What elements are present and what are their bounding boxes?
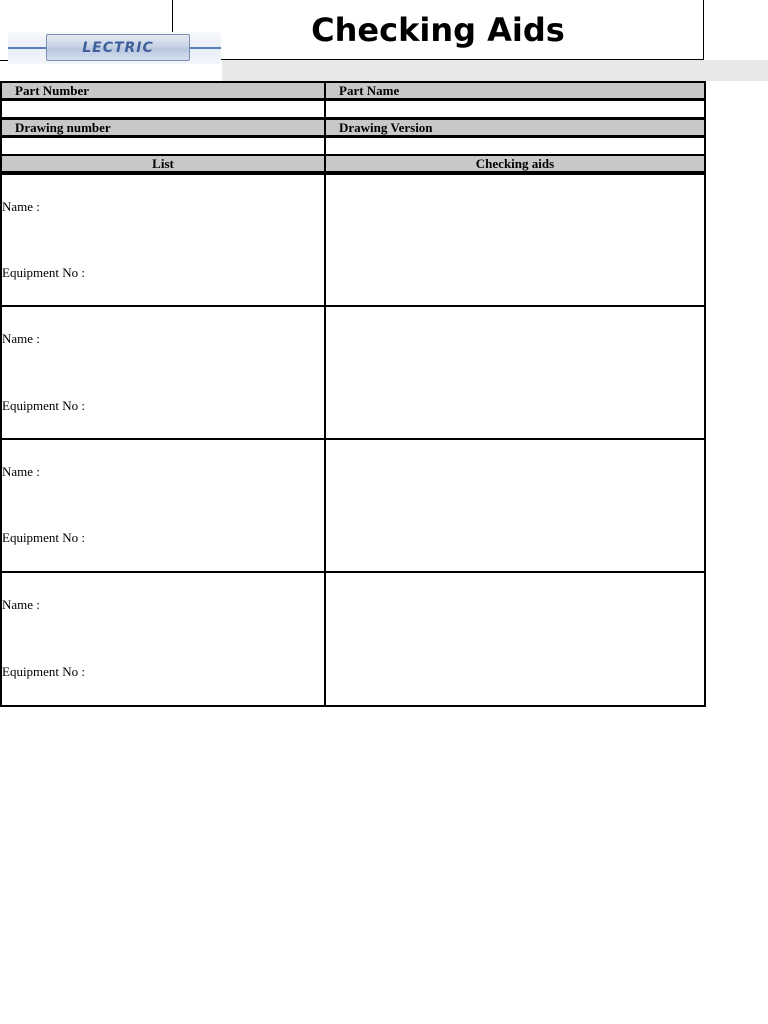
equipment-no-label: Equipment No : xyxy=(2,265,86,280)
table-row xyxy=(0,173,706,307)
company-logo xyxy=(8,32,221,64)
part-name-field[interactable] xyxy=(324,100,706,118)
list-cell[interactable] xyxy=(0,438,326,573)
drawing-number-field[interactable] xyxy=(0,137,326,155)
logo-text: LECTRIC xyxy=(82,40,154,56)
equipment-no-label: Equipment No : xyxy=(2,398,86,413)
drawing-values-row xyxy=(0,137,706,155)
list-cell[interactable] xyxy=(0,571,326,707)
checking-aid-cell[interactable] xyxy=(324,571,706,707)
table-row xyxy=(0,438,706,573)
drawing-number-label: Drawing number xyxy=(0,118,326,137)
name-label: Name : xyxy=(2,464,40,479)
header-band xyxy=(222,60,768,81)
list-header: List xyxy=(0,154,326,173)
checking-aid-cell[interactable] xyxy=(324,305,706,440)
table-row xyxy=(0,305,706,440)
part-values-row xyxy=(0,100,706,118)
logo-line-right xyxy=(190,47,221,49)
document-title: Checking Aids xyxy=(311,11,565,49)
drawing-version-field[interactable] xyxy=(324,137,706,155)
drawing-version-label: Drawing Version xyxy=(324,118,706,137)
table-row xyxy=(0,571,706,707)
part-number-label: Part Number xyxy=(0,81,326,100)
checking-aid-cell[interactable] xyxy=(324,438,706,573)
name-label: Name : xyxy=(2,597,40,612)
checking-aid-cell[interactable] xyxy=(324,173,706,307)
logo-line-left xyxy=(8,47,46,49)
table-header-row xyxy=(0,154,706,173)
equipment-no-label: Equipment No : xyxy=(2,530,86,545)
name-label: Name : xyxy=(2,331,40,346)
list-cell[interactable] xyxy=(0,173,326,307)
part-labels-row xyxy=(0,81,706,100)
part-name-label: Part Name xyxy=(324,81,706,100)
list-cell[interactable] xyxy=(0,305,326,440)
equipment-no-label: Equipment No : xyxy=(2,664,86,679)
name-label: Name : xyxy=(2,199,40,214)
checking-aids-header: Checking aids xyxy=(324,154,706,173)
logo-plate xyxy=(46,34,190,61)
drawing-labels-row xyxy=(0,118,706,137)
part-number-field[interactable] xyxy=(0,100,326,118)
